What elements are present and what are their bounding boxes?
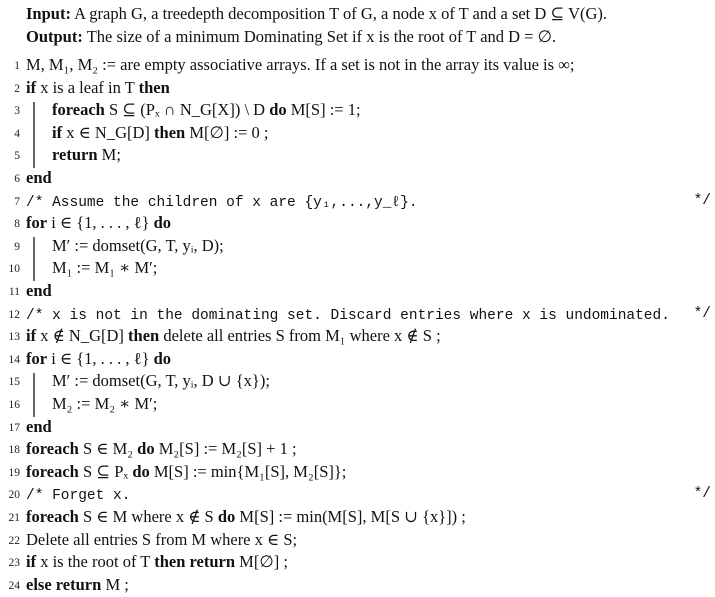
line-number: 8 [14, 218, 20, 231]
expression: x is the root of T [36, 552, 155, 572]
line-number: 22 [8, 534, 20, 547]
comment-text: /* Forget x. [26, 488, 131, 505]
keyword: do [217, 507, 236, 526]
expression: x ∈ N_G[D] [62, 122, 155, 142]
line-number: 13 [8, 331, 20, 344]
algorithm-line [0, 212, 715, 234]
algorithm-line [0, 416, 715, 438]
line-code [52, 235, 224, 257]
line-code [26, 280, 52, 302]
keyword: do [269, 100, 287, 120]
keyword: for [26, 348, 48, 368]
comment-text: /* Assume the children of x are {y₁,...,y_ℓ}. [26, 194, 418, 211]
line-code [52, 99, 361, 121]
expression: i ∈ {1, . . . , ℓ} [47, 213, 154, 233]
keyword: else [26, 574, 52, 594]
line-code [52, 122, 268, 144]
line-number: 21 [8, 512, 20, 524]
keyword: do [132, 461, 150, 481]
line-number: 23 [8, 557, 20, 570]
keyword: if [26, 326, 37, 346]
keyword: return [52, 145, 98, 165]
algorithm-line [0, 122, 715, 144]
line-number: 2 [14, 82, 20, 95]
line-code [26, 483, 130, 507]
algorithm-line [0, 303, 715, 325]
expression: M₁ := M₁ ∗ M′; [52, 258, 158, 278]
output-spec [26, 27, 556, 47]
expression: M ; [101, 574, 129, 594]
expression: M[S] := 1; [286, 100, 361, 120]
line-code [52, 144, 121, 166]
line-code [26, 325, 441, 347]
keyword: return [51, 574, 102, 594]
algorithm-line [0, 144, 715, 166]
keyword: then [154, 122, 186, 142]
line-number: 18 [8, 444, 20, 457]
line-number: 10 [8, 263, 20, 276]
comment-end: */ [693, 486, 711, 503]
algorithm-line [0, 77, 715, 99]
keyword: foreach [26, 461, 79, 481]
input-label: Input: [26, 4, 71, 23]
input-text: A graph G, a treedepth decomposition T of G, a node x of T and a set D ⊆ V(G). [74, 4, 608, 23]
keyword: end [26, 168, 52, 187]
expression: S ∈ M₂ [78, 439, 138, 459]
keyword: do [153, 213, 172, 233]
line-number: 4 [14, 127, 20, 140]
algorithm-line [0, 257, 715, 279]
line-code [52, 370, 270, 392]
keyword: if [26, 77, 37, 97]
expression: M[S] := min(M[S], M[S ∪ {x}]) ; [235, 507, 466, 526]
keyword: then [154, 552, 186, 572]
expression: M[∅] ; [235, 552, 288, 572]
output-label: Output: [26, 27, 83, 46]
keyword: end [26, 416, 52, 436]
algorithm-line [0, 280, 715, 302]
algorithm-line [0, 167, 715, 189]
line-code [26, 416, 52, 438]
line-number: 11 [8, 286, 20, 298]
expression: M′ := domset(G, T, yᵢ, D ∪ {x}); [52, 371, 270, 391]
expression: S ⊆ Pₓ [78, 461, 133, 481]
line-code [52, 257, 157, 279]
comment-end: */ [693, 192, 711, 209]
line-code [26, 54, 575, 76]
algorithm-line [0, 551, 715, 573]
keyword: then [128, 326, 160, 346]
algorithm-line [0, 54, 715, 76]
keyword: foreach [26, 507, 79, 526]
line-code [26, 506, 466, 528]
expression: M′ := domset(G, T, yᵢ, D); [52, 235, 224, 255]
line-code [26, 551, 288, 573]
input-spec [26, 4, 607, 24]
expression: M[∅] := 0 ; [185, 122, 269, 142]
expression: M[S] := min{M₁[S], M₂[S]}; [149, 461, 347, 481]
expression: M; [97, 145, 121, 165]
line-code [26, 77, 170, 99]
expression: M₂ := M₂ ∗ M′; [52, 394, 158, 413]
line-code [52, 393, 157, 415]
keyword: foreach [26, 439, 79, 459]
line-number: 17 [8, 421, 20, 434]
keyword: do [137, 439, 155, 459]
algorithm-line [0, 529, 715, 551]
expression: M₂[S] := M₂[S] + 1 ; [154, 439, 297, 459]
algorithm-line [0, 99, 715, 121]
keyword: return [185, 552, 236, 572]
comment-text: /* x is not in the dominating set. Discard entries where x is undominated. [26, 307, 670, 324]
expression: S ⊆ (Pₓ ∩ N_G[X]) \ D [104, 100, 270, 120]
algorithm-line [0, 506, 715, 528]
keyword: end [26, 281, 52, 300]
output-text: The size of a minimum Dominating Set if x is the root of T and D = ∅. [86, 27, 557, 46]
expression: Delete all entries S from M where x ∈ S; [26, 529, 298, 549]
algorithm-line [0, 393, 715, 415]
keyword: foreach [52, 100, 105, 120]
expression: x is a leaf in T [36, 77, 139, 97]
expression: delete all entries S from M₁ where x ∉ S ; [159, 326, 441, 346]
line-number: 1 [14, 60, 20, 72]
algorithm-line [0, 574, 715, 596]
algorithm-line [0, 370, 715, 392]
line-code [26, 438, 297, 460]
algorithm-line [0, 190, 715, 212]
keyword: for [26, 213, 48, 233]
line-number: 9 [14, 240, 20, 253]
algorithm-line [0, 438, 715, 460]
line-number: 14 [8, 353, 20, 366]
line-code [26, 529, 297, 551]
expression: S ∈ M where x ∉ S [78, 507, 218, 526]
line-number: 19 [8, 466, 20, 479]
line-code [26, 212, 171, 234]
line-number: 24 [8, 579, 20, 592]
line-number: 15 [8, 376, 20, 389]
algorithm-line [0, 348, 715, 370]
algorithm-line [0, 483, 715, 505]
algorithm-line [0, 325, 715, 347]
keyword: if [26, 552, 37, 572]
keyword: if [52, 122, 63, 142]
line-number: 7 [14, 195, 20, 208]
line-number: 16 [8, 399, 20, 411]
expression: i ∈ {1, . . . , ℓ} [47, 348, 154, 368]
line-code [26, 461, 346, 483]
expression: M, M₁, M₂ := are empty associative arrays. If a set is not in the array its value is ∞; [26, 55, 575, 74]
keyword: do [153, 348, 172, 368]
line-number: 3 [14, 105, 20, 118]
line-code [26, 348, 171, 370]
line-number: 20 [8, 489, 20, 502]
expression: x ∉ N_G[D] [36, 326, 129, 346]
line-code [26, 190, 418, 214]
line-code [26, 303, 670, 327]
line-number: 12 [8, 308, 20, 321]
line-number: 6 [14, 173, 20, 185]
comment-end: */ [693, 305, 711, 322]
line-code [26, 574, 129, 596]
keyword: then [138, 77, 170, 97]
algorithm-line [0, 235, 715, 257]
line-code [26, 167, 52, 189]
algorithm-line [0, 461, 715, 483]
line-number: 5 [14, 150, 20, 163]
